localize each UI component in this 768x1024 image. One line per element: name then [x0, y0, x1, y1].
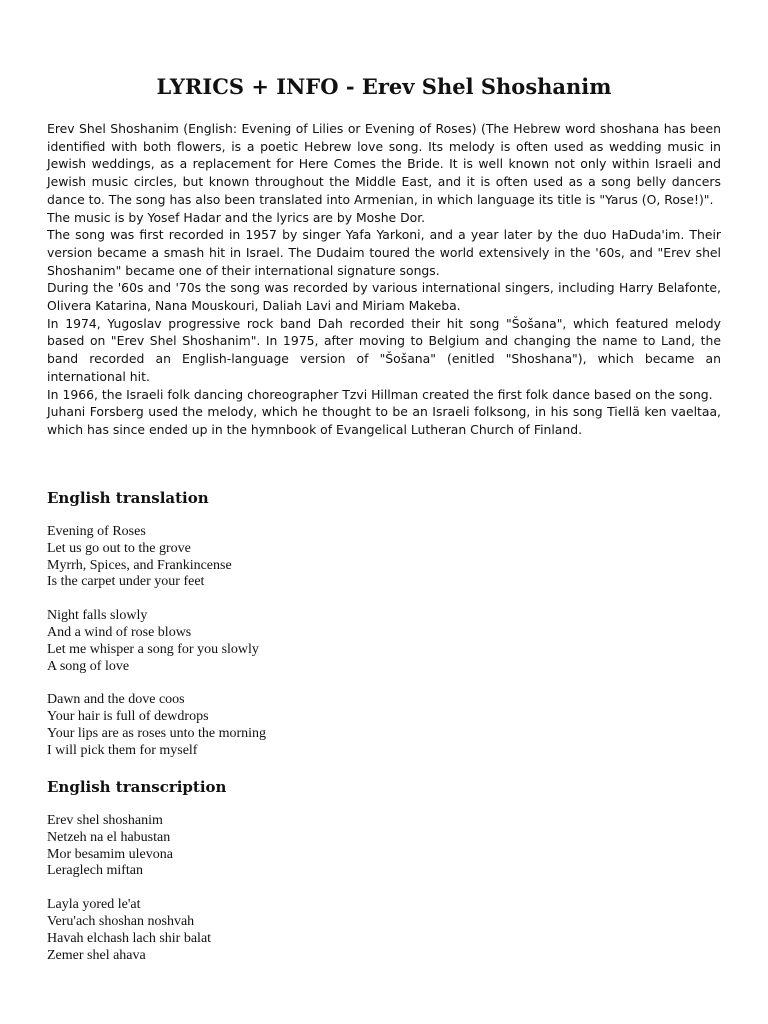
- translation-heading: English translation: [47, 489, 209, 507]
- intro-paragraph: In 1966, the Israeli folk dancing choreographer Tzvi Hillman created the first folk dance based on the song.: [47, 386, 713, 402]
- lyrics-line: And a wind of rose blows: [47, 624, 192, 640]
- lyrics-line: Dawn and the dove coos: [47, 692, 185, 708]
- lyrics-line: I will pick them for myself: [47, 742, 198, 758]
- lyrics-stanza: [47, 897, 211, 964]
- intro-paragraph: Juhani Forsberg used the melody, which he thought to be an Israeli folksong, in his song Tiellä ken vaeltaa, which has since ended up in the hymnbook of Evangelical Lutheran Church of Finland.: [47, 404, 721, 437]
- lyrics-line: Mor besamim ulevona: [47, 846, 173, 862]
- intro-paragraph: The song was first recorded in 1957 by singer Yafa Yarkoni, and a year later by the duo HaDuda'im. Their version became a smash hit in Israel. The Dudaim toured the world extensively in the '60s, and "Erev shel Shoshanim" became one of their international signature songs.: [47, 227, 721, 278]
- intro-text: [47, 120, 721, 439]
- page-title: LYRICS + INFO - Erev Shel Shoshanim: [156, 74, 612, 99]
- lyrics-line: Erev shel shoshanim: [47, 813, 163, 828]
- lyrics-line: Myrrh, Spices, and Frankincense: [47, 557, 232, 573]
- lyrics-line: Leraglech miftan: [47, 863, 144, 879]
- lyrics-line: Layla yored le'at: [47, 897, 141, 913]
- lyrics-line: Evening of Roses: [47, 524, 146, 539]
- intro-paragraph: During the '60s and '70s the song was recorded by various international singers, including Harry Belafonte, Olivera Katarina, Nana Mouskouri, Daliah Lavi and Miriam Makeba.: [47, 280, 721, 314]
- lyrics-line: Is the carpet under your feet: [47, 574, 205, 590]
- lyrics-line: Let me whisper a song for you slowly: [47, 641, 259, 657]
- transcription-heading: English transcription: [47, 778, 227, 796]
- lyrics-line: A song of love: [47, 658, 130, 674]
- transcription-lyrics: [47, 813, 211, 981]
- intro-paragraph: Erev Shel Shoshanim (English: Evening of Lilies or Evening of Roses) (The Hebrew word shoshana has been identified with both flowers, is a poetic Hebrew love song. Its melody is often used as wedding music in Jewish weddings, as a replacement for Here Comes the Bride. It is well known not only within Israeli and Jewish music circles, but known throughout the Middle East, and it is often used as a song belly dancers dance to. The song has also been translated into Armenian, in which language its title is "Yarus (O, Rose!)".: [47, 121, 721, 207]
- lyrics-line: Zemer shel ahava: [47, 947, 146, 963]
- lyrics-line: Night falls slowly: [47, 608, 148, 624]
- intro-paragraph: The music is by Yosef Hadar and the lyrics are by Moshe Dor.: [47, 209, 426, 225]
- lyrics-line: Veru'ach shoshan noshvah: [47, 913, 195, 929]
- lyrics-stanza: [47, 524, 266, 591]
- lyrics-stanza: [47, 813, 211, 880]
- intro-paragraph: In 1974, Yugoslav progressive rock band Dah recorded their hit song "Šošana", which featured melody based on "Erev Shel Shoshanim". In 1975, after moving to Belgium and changing the name to Land, the band recorded an English-language version of "Šošana" (enitled "Shoshana"), which became an international hit.: [47, 315, 721, 384]
- lyrics-line: Your lips are as roses unto the morning: [47, 725, 267, 741]
- lyrics-line: Netzeh na el habustan: [47, 829, 171, 845]
- translation-lyrics: [47, 524, 266, 777]
- lyrics-line: Let us go out to the grove: [47, 540, 191, 556]
- lyrics-stanza: [47, 608, 266, 675]
- lyrics-line: Havah elchash lach shir balat: [47, 930, 212, 946]
- lyrics-line: Your hair is full of dewdrops: [47, 709, 209, 725]
- lyrics-stanza: [47, 692, 266, 759]
